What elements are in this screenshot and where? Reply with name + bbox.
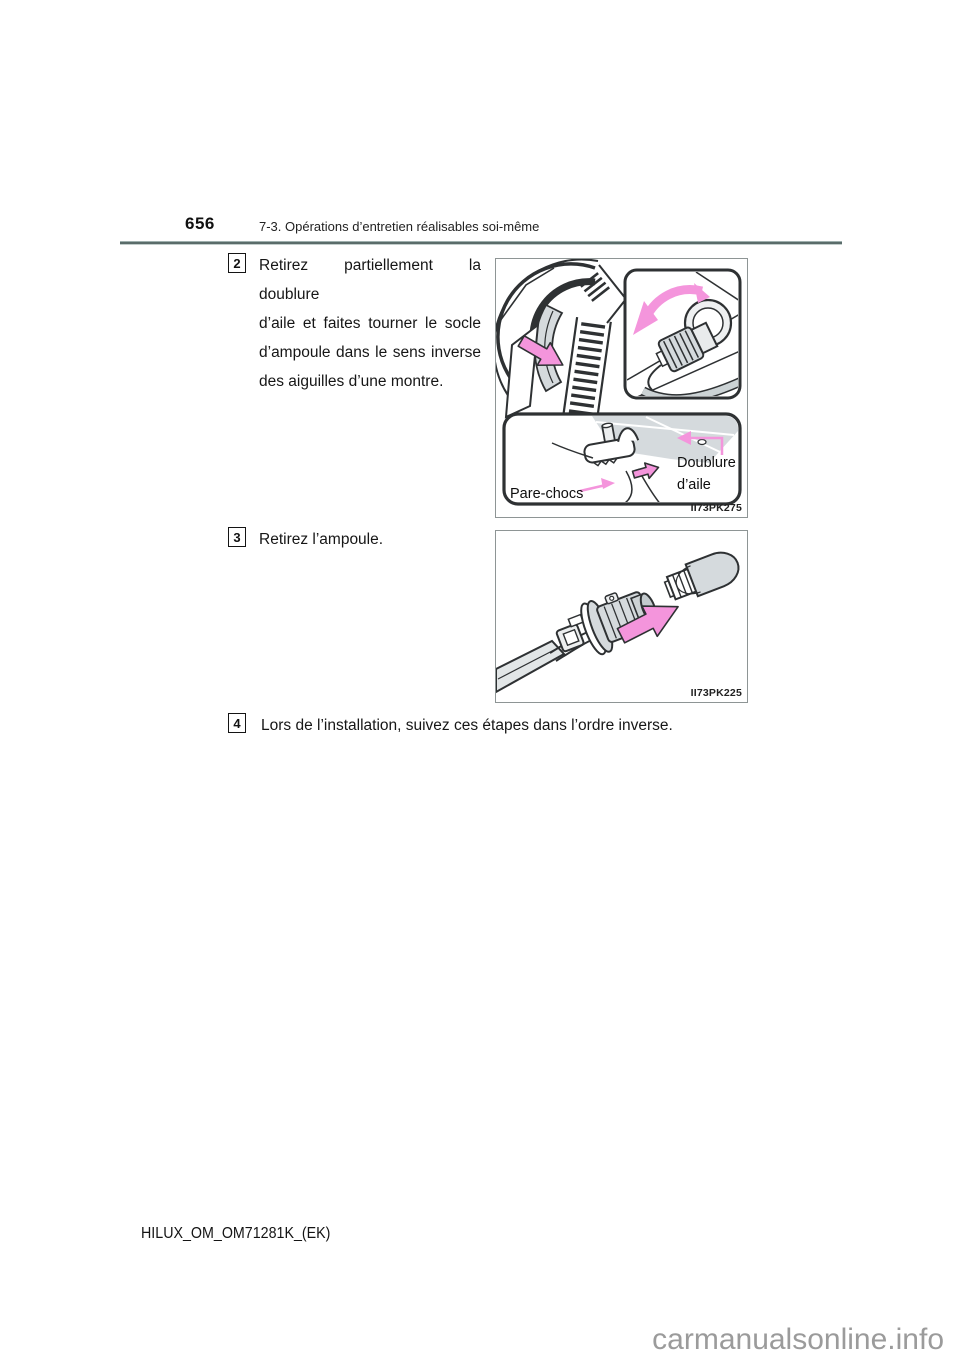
step-4-number-badge: 4 <box>228 713 246 733</box>
step-2-line-4: des aiguilles d’une montre. <box>259 373 444 390</box>
page-number: 656 <box>185 214 215 233</box>
wheel-arch-art <box>496 260 626 419</box>
figure-bulb-removal <box>495 530 748 703</box>
tire-tread-upper <box>581 273 609 301</box>
watermark: carmanualsonline.info <box>652 1323 944 1356</box>
step-3-row <box>228 527 246 547</box>
step-2-number-badge: 2 <box>228 253 246 273</box>
bulb-removal-illustration <box>496 531 746 701</box>
step-4-row <box>228 713 246 733</box>
step-2-line-2: d’aile et faites tourner le socle <box>259 315 481 332</box>
section-header: 7-3. Opérations d’entretien réalisables soi-même <box>259 219 540 234</box>
figure-fender-liner <box>495 258 748 518</box>
footer-document-code: HILUX_OM_OM71281K_(EK) <box>141 1225 331 1242</box>
label-daile: d’aile <box>677 477 711 493</box>
step-2-line-1: Retirez partiellement la doublure <box>259 257 481 303</box>
figure-code: II73PK275 <box>690 502 742 514</box>
figure-code: II73PK225 <box>690 687 742 699</box>
step-3-number-badge: 3 <box>228 527 246 547</box>
step-2-text <box>259 251 481 396</box>
step-2-row <box>228 253 246 273</box>
step-3-text: Retirez l’ampoule. <box>259 531 384 548</box>
bulb-art <box>661 547 743 606</box>
socket-rotation-inset <box>625 270 742 399</box>
label-doublure: Doublure <box>677 455 736 471</box>
header-divider <box>120 241 842 245</box>
label-pare-chocs: Pare-chocs <box>510 486 584 502</box>
step-4-text: Lors de l’installation, suivez ces étapes dans l’ordre inverse. <box>261 717 673 734</box>
tire-tread <box>563 317 610 419</box>
step-2-line-3: d’ampoule dans le sens inverse <box>259 344 481 361</box>
